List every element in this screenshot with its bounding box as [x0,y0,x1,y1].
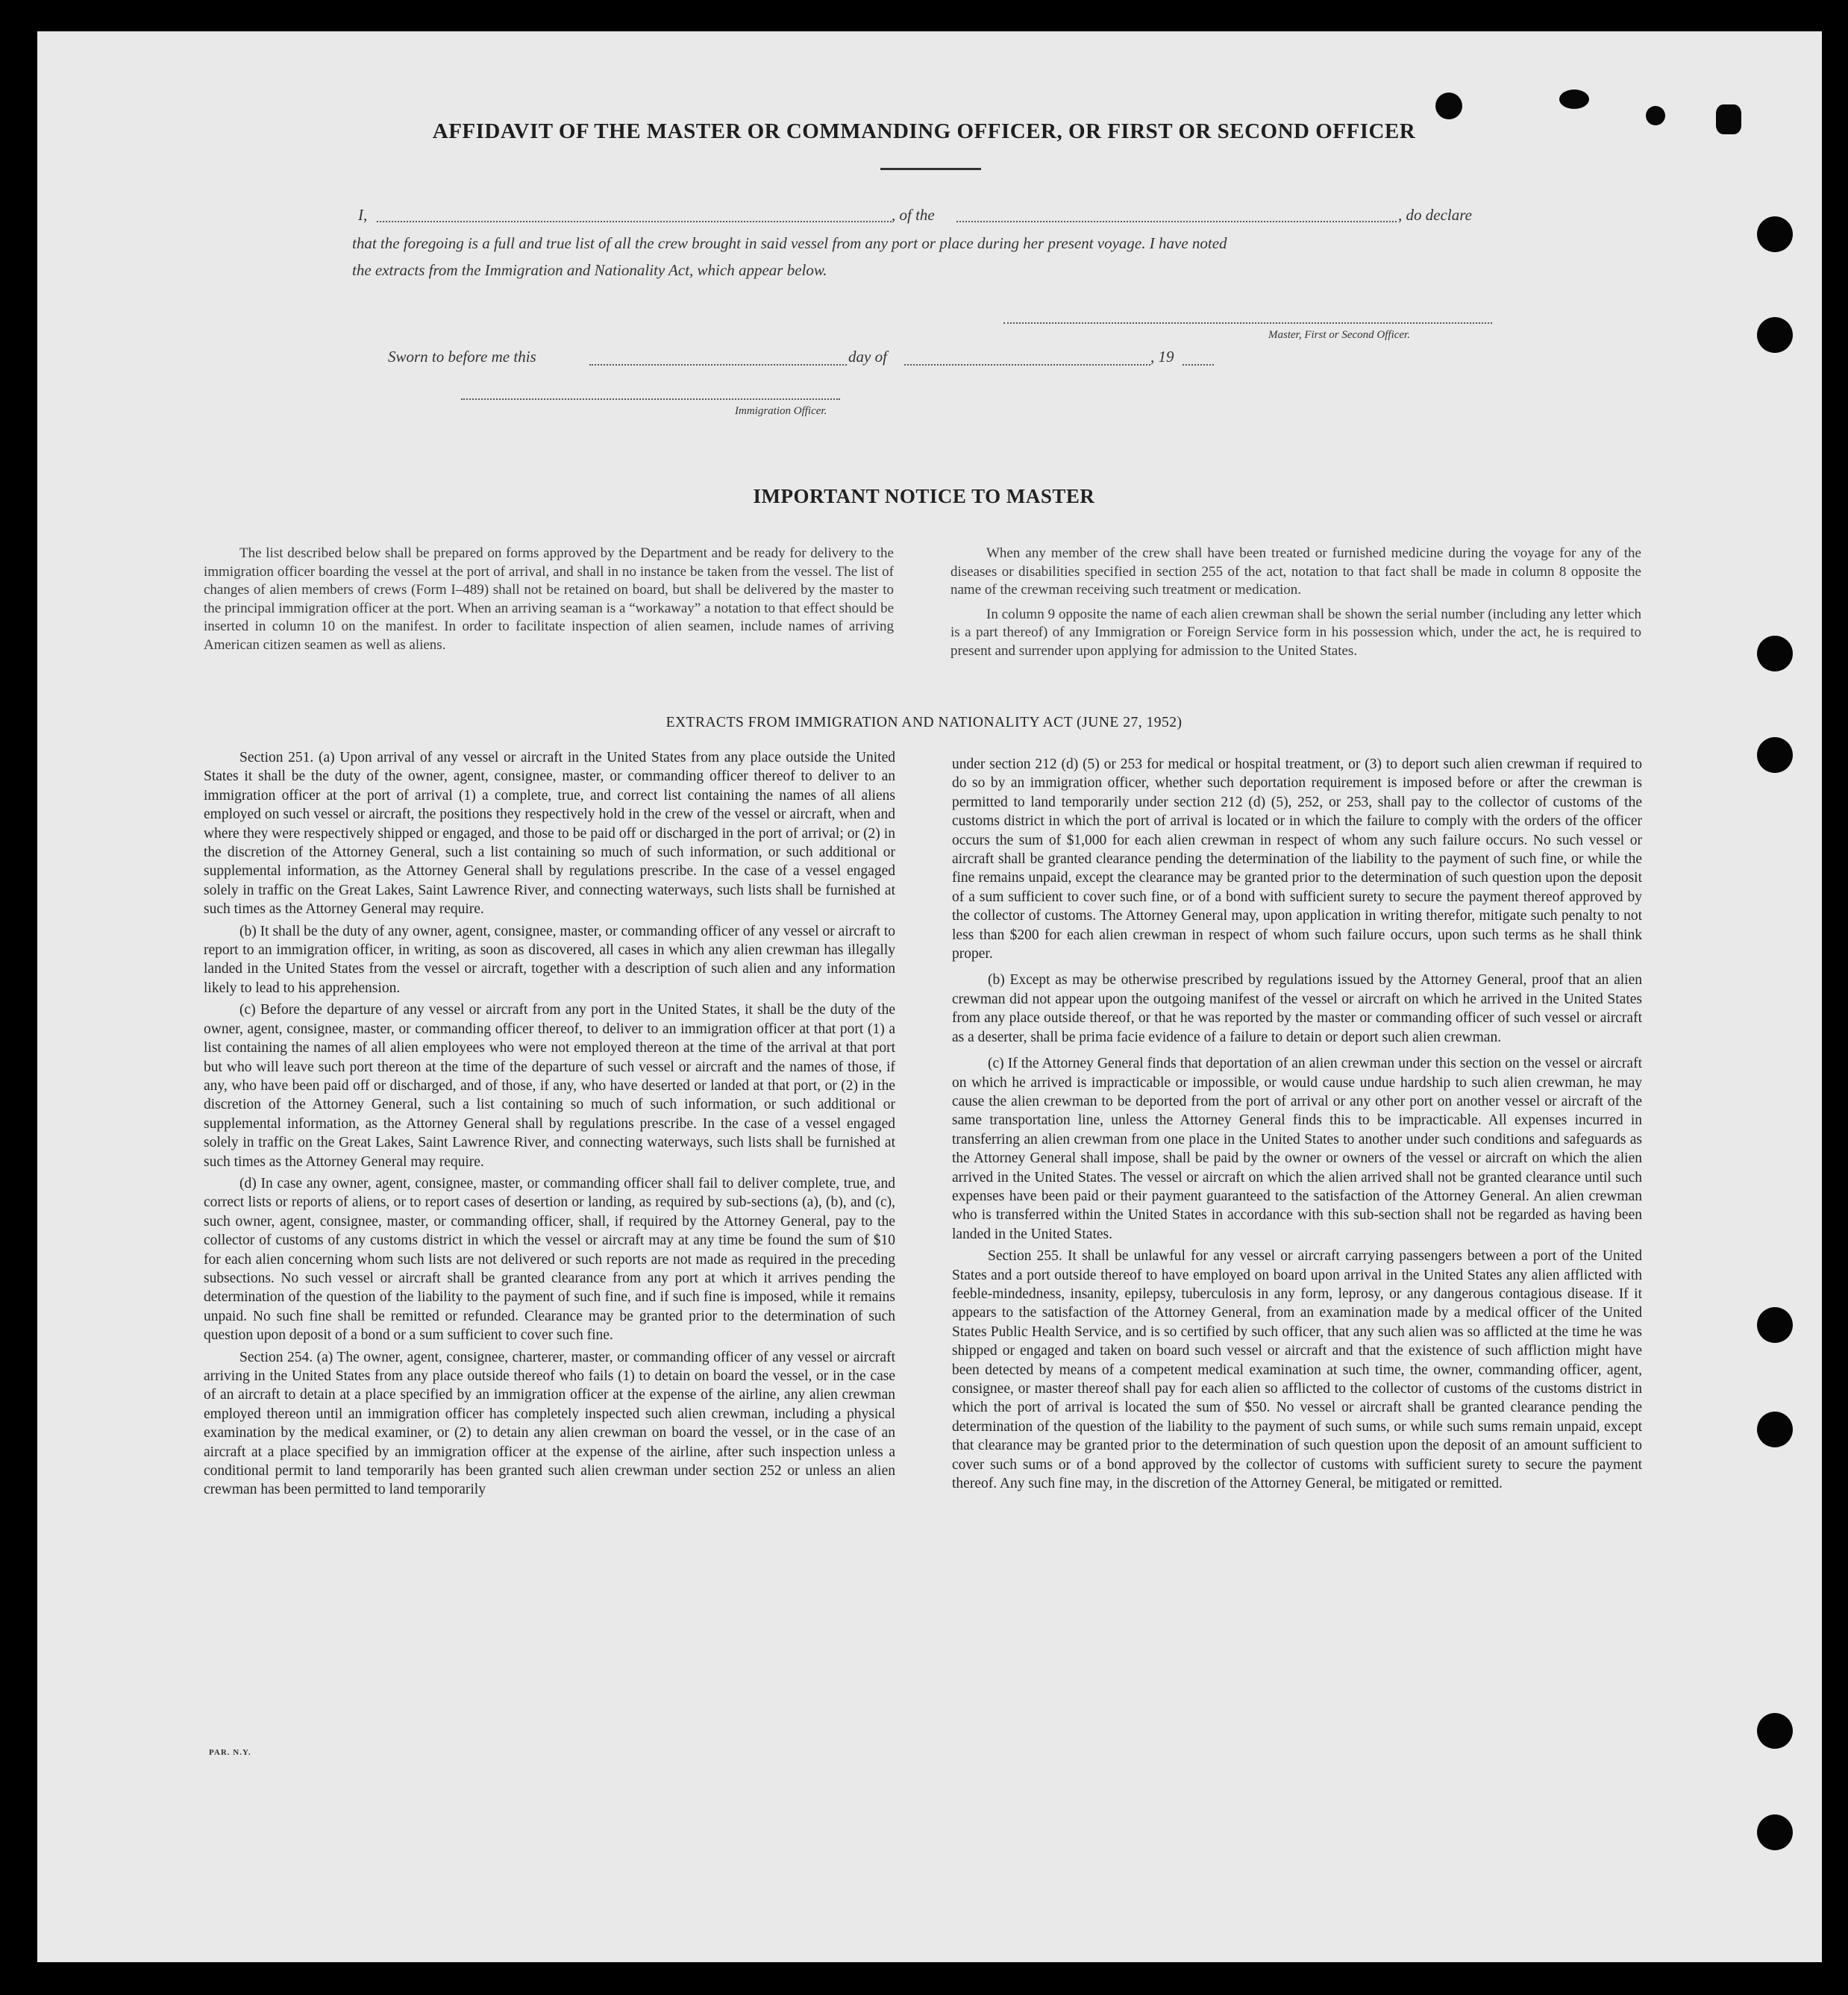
declare-line-3: the extracts from the Immigration and Nationality Act, which appear below. [352,261,827,279]
day-of: day of [848,348,887,366]
declare-of-the: , of the [892,206,935,224]
declare-line-2: that the foregoing is a full and true list of all the crew brought in said vessel from any port or place during her present voyage. I have noted [352,234,1227,252]
sworn-month-line[interactable] [904,364,1150,366]
binder-hole [1757,317,1793,353]
notice-right-paragraph: In column 9 opposite the name of each alien crewman shall be shown the serial number (including any letter which is a part thereof) of any Immigration or Foreign Service form in his possession which, under the act, he is required to present and surrender upon applying for admission to the United States. [950,606,1641,659]
notice-title: IMPORTANT NOTICE TO MASTER [753,485,1095,507]
binder-hole [1757,1307,1793,1343]
notice-left-paragraph: The list described below shall be prepared on forms approved by the Department and be ready for delivery to the immigration officer boarding the vessel at the port of arrival, and shall in no instance be taken from the vessel. The list of changes of alien members of crews (Form I–489) shall not be retained on board, but shall be delivered by the master to the principal immigration officer at the port. When an arriving seaman is a “workaway” a notation to that effect should be inserted in column 10 on the manifest. In order to facilitate inspection of alien seamen, include names of arriving American citizen seamen as well as aliens. [204,545,894,653]
master-caption: Master, First or Second Officer. [1268,329,1410,341]
section-254-c: (c) If the Attorney General finds that deportation of an alien crewman under this section on the vessel or aircraft on which he arrived is impracticable or impossible, or would cause undue hardship to such alien crewman, he may cause the alien crewman to be deported from the port of arrival or any other port on another vessel or aircraft of the same transportation line, unless the Attorney General finds this to be impracticable. All expenses incurred in transferring an alien crewman from one place in the United States to another under such conditions and safeguards as the Attorney General shall impose, shall be paid by the owner or owners of the vessel or aircraft on which the alien arrived in the United States. The vessel or aircraft on which the alien arrived shall not be granted clearance until such expenses have been paid or their payment guaranteed to the satisfaction of the Attorney General. An alien crewman who is transferred within the United States in accordance with this sub-section shall not be regarded as having been landed in the United States. [952,1056,1642,1242]
officer-signature-line[interactable] [461,398,840,400]
binder-hole [1757,636,1793,671]
binder-hole [1757,737,1793,773]
section-251-b: (b) It shall be the duty of any owner, agent, consignee, master, or commanding officer of any vessel or aircraft to report to an immigration officer, in writing, as soon as discovered, all cases in which any alien crewman has illegally landed in the United States from the vessel or aircraft, together with a description of such alien and any information likely to lead to his apprehension. [204,923,895,996]
binder-hole [1757,1713,1793,1749]
vessel-line[interactable] [956,221,1397,222]
section-254-b: (b) Except as may be otherwise prescribed by regulations issued by the Attorney General, proof that an alien crewman did not appear upon the outgoing manifest of the vessel or aircraft on which he arrived in the United States from any place outside thereof, or that he was reported by the master or commanding officer of such vessel or aircraft as a deserter, shall be prima facie evidence of a failure to detain or deport such alien crewman. [952,972,1642,1045]
section-251-d: (d) In case any owner, agent, consignee, master, or commanding officer shall fail to deliver complete, true, and correct lists or reports of aliens, or to report cases of desertion or landing, as required by sub-sections (a), (b), and (c), such owner, agent, consignee, master, or commanding officer, shall, if required by the Attorney General, pay to the collector of customs of any customs district in which the vessel or aircraft may at any time be found the sum of $10 for each alien concerning whom such lists are not delivered or such reports are not made as required in the preceding subsections. No such vessel or aircraft shall be granted clearance from any port at which it arrives pending the determination of the question of the liability to the payment of such fine, and if such fine is imposed, while it remains unpaid. No such fine shall be remitted or refunded. Clearance may be granted prior to the determination of such question upon deposit of a bond or a sum sufficient to cover such fine. [204,1175,895,1344]
master-signature-line[interactable] [1003,322,1492,324]
affidavit-title: AFFIDAVIT OF THE MASTER OR COMMANDING OFFICER, OR FIRST OR SECOND OFFICER [432,119,1416,143]
sworn-day-line[interactable] [589,364,847,366]
section-254-a: Section 254. (a) The owner, agent, consignee, charterer, master, or commanding officer of any vessel or aircraft arriving in the United States from any place outside thereof who fails (1) to detain on board the vessel, or in the case of an aircraft to detain at a place specified by an immigration officer at the expense of the airline, any alien crewman employed thereon until an immigration officer has completely inspected such alien crewman, including a physical examination by the medical examiner, or (2) to detain any alien crewman on board the vessel, or in the case of an aircraft at a place specified by an immigration officer at the expense of the airline, after such inspection unless a conditional permit to land temporarily has been granted such alien crewman under section 252 or unless an alien crewman has been permitted to land temporarily [204,1349,895,1498]
declare-i: I, [358,206,368,224]
name-line[interactable] [377,221,892,222]
sworn-text: Sworn to before me this [388,348,536,366]
binder-hole [1757,216,1793,252]
extracts-left-column [204,748,895,1503]
notice-right-column [950,545,1641,663]
declare-do-declare: , do declare [1398,206,1472,224]
printer-mark: PAR. N.Y. [209,1748,251,1757]
ink-blot [1435,93,1462,119]
section-255: Section 255. It shall be unlawful for any vessel or aircraft carrying passengers between a port of the United States and a port outside thereof to have employed on board upon arrival in the United States any alien afflicted with feeble-mindedness, insanity, epilepsy, tuberculosis in any form, leprosy, or any dangerous contagious disease. If it appears to the satisfaction of the Attorney General, from an examination made by a medical officer of the United States Public Health Service, and is so certified by such officer, that any such alien was so afflicted at the time he was shipped or engaged and taken on board such vessel or aircraft and that the existence of such affliction might have been detected by means of a competent medical examination at such time, the owner, commanding officer, agent, consignee, or master thereof shall pay for each alien so afflicted to the collector of customs of the customs district in which the port of arrival is located the sum of $50. No vessel or aircraft shall be granted clearance pending the determination of the question of the liability to the payment of such sums, or while such sums remain unpaid, except that clearance may be granted prior to the determination of such question upon the deposit of an amount sufficient to cover such sums or of a bond approved by the collector of customs with sufficient surety to secure the payment thereof. Any such fine may, in the discretion of the Attorney General, be mitigated or remitted. [952,1248,1642,1492]
binder-hole [1757,1412,1793,1447]
year-prefix: , 19 [1150,348,1174,366]
sworn-year-line[interactable] [1183,364,1214,366]
ink-blot [1559,90,1589,109]
title-rule [880,168,981,170]
extracts-title: EXTRACTS FROM IMMIGRATION AND NATIONALITY ACT (JUNE 27, 1952) [665,715,1183,730]
officer-caption: Immigration Officer. [735,405,827,417]
section-254-a-cont: under section 212 (d) (5) or 253 for medical or hospital treatment, or (3) to deport such alien crewman if required to do so by an immigration officer, whether such deportation requirement is imposed before or after the crewman is permitted to land temporarily under section 212 (d) (5), 252, or 253, shall pay to the collector of customs of the customs district in which the port of arrival is located or in which the failure to comply with the orders of the officer occurs the sum of $1,000 for each alien crewman in respect of whom any such failure occurs. No such vessel or aircraft shall be granted clearance pending the determination of the liability to the payment of such fine, or while the fine remains unpaid, except the clearance may be granted prior to the determination of such question upon the deposit of a sum sufficient to cover such fine, or of a bond with sufficient surety to secure the payment thereof approved by the collector of customs. The Attorney General may, upon application in writing therefor, mitigate such penalty to not less than $200 for each alien crewman in respect of whom such failure occurs, upon such terms as he shall think proper. [952,757,1642,962]
notice-right-paragraph: When any member of the crew shall have been treated or furnished medicine during the voyage for any of the diseases or disabilities specified in section 255 of the act, notation to that fact shall be made in column 8 opposite the name of the crewman receiving such treatment or medication. [950,545,1641,598]
notice-left-column [204,545,894,657]
extracts-right-column [952,755,1642,1496]
binder-hole [1757,1814,1793,1850]
section-251-a: Section 251. (a) Upon arrival of any vessel or aircraft in the United States from any place outside the United States it shall be the duty of the owner, agent, consignee, master, or commanding officer thereof to deliver to an immigration officer at the port of arrival (1) a complete, true, and correct list containing the names of all aliens employed on such vessel or aircraft, the positions they respectively hold in the crew of the vessel or aircraft, when and where they were respectively shipped or engaged, and those to be paid off or discharged in the port of arrival; or (2) in the discretion of the Attorney General, such a list containing so much of such information, or such additional or supplemental information, as the Attorney General shall by regulations prescribe. In the case of a vessel engaged solely in traffic on the Great Lakes, Saint Lawrence River, and connecting waterways, such lists shall be furnished at such times as the Attorney General may require. [204,750,895,918]
section-251-c: (c) Before the departure of any vessel or aircraft from any port in the United States, it shall be the duty of the owner, agent, consignee, master, or commanding officer thereof, to deliver to an immigration officer at that port (1) a list containing the names of all alien employees who were not employed thereon at the time of the arrival at that port but who will leave such port thereon at the time of the departure of such vessel or aircraft and the names of those, if any, who have been paid off or discharged, and of those, if any, who have deserted or landed at that port, or (2) in the discretion of the Attorney General, such a list containing so much of such information, or such additional or supplemental information, as the Attorney General shall by regulations prescribe. In the case of a vessel engaged solely in traffic on the Great Lakes, Saint Lawrence River, and connecting waterways, such lists shall be furnished at such times as the Attorney General may require. [204,1002,895,1170]
